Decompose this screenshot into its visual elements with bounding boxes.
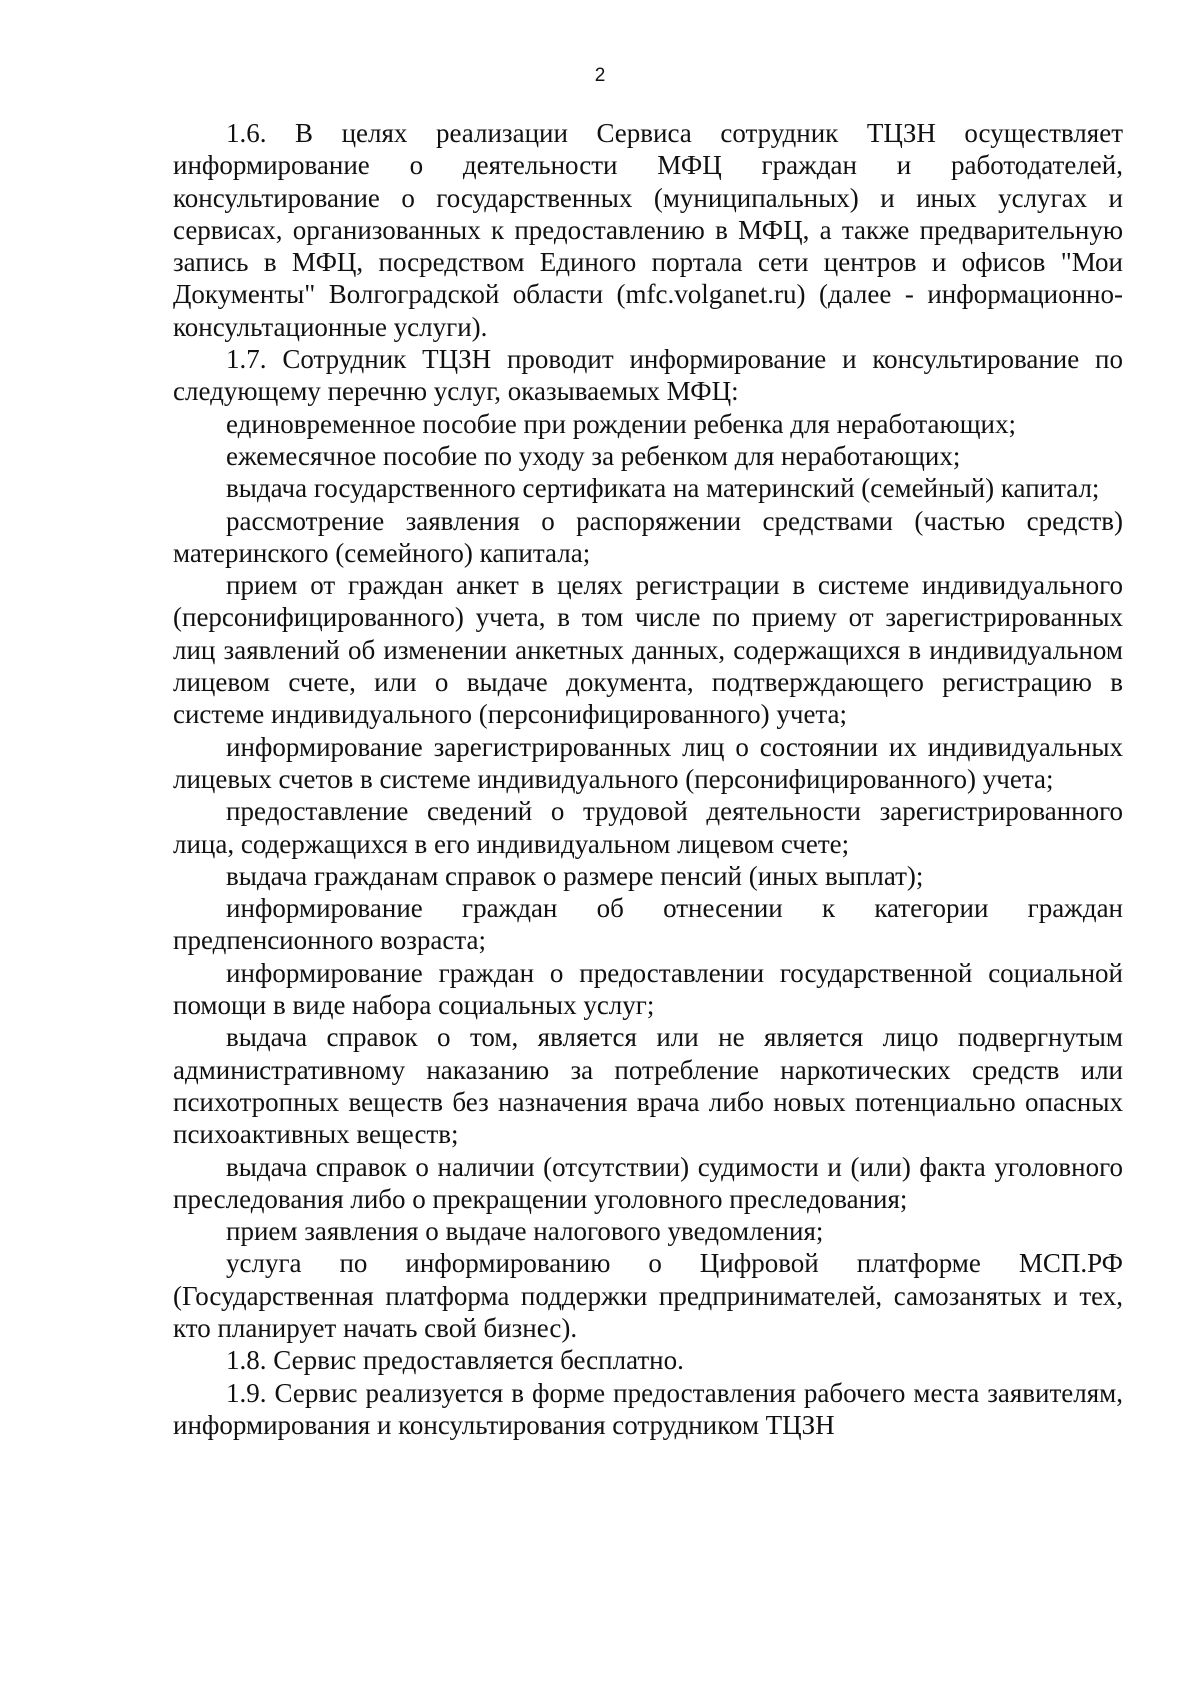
list-item: выдача государственного сертификата на материнский (семейный) капитал; [226,473,1100,504]
document-body [173,117,1123,1441]
list-item: информирование зарегистрированных лиц о состоянии их индивидуальных лицевых счетов в системе индивидуального (персонифицированного) учета; [173,731,1123,794]
list-item: единовременное пособие при рождении ребенка для неработающих; [226,408,1016,439]
list-item: ежемесячное пособие по уходу за ребенком для неработающих; [226,440,961,471]
list-item: рассмотрение заявления о распоряжении средствами (частью средств) материнского (семейного) капитала; [173,505,1123,568]
paragraph-1-8: 1.8. Сервис предоставляется бесплатно. [226,1345,684,1376]
paragraph-1-7: 1.7. Сотрудник ТЦЗН проводит информирование и консультирование по следующему перечню услуг, оказываемых МФЦ: [173,344,1123,407]
paragraph-1-6: 1.6. В целях реализации Сервиса сотрудник ТЦЗН осуществляет информирование о деятельности МФЦ граждан и работодателей, консультирование о государственных (муниципальных) и иных услугах и сервисах, организованных к предоставлению в МФЦ, а также предварительную запись в МФЦ, посредством Единого портала сети центров и офисов "Мои Документы" Волгоградской области (mfc.volganet.ru) (далее - информационно-консультационные услуги). [173,118,1123,342]
list-item: выдача справок о том, является или не является лицо подвергнутым административному наказанию за потребление наркотических средств или психотропных веществ без назначения врача либо новых потенциально опасных психоактивных веществ; [173,1022,1123,1150]
list-item: предоставление сведений о трудовой деятельности зарегистрированного лица, содержащихся в его индивидуальном лицевом счете; [173,796,1123,859]
list-item: прием заявления о выдаче налогового уведомления; [226,1216,824,1247]
list-item: выдача гражданам справок о размере пенсий (иных выплат); [226,860,924,891]
list-item: информирование граждан о предоставлении государственной социальной помощи в виде набора социальных услуг; [173,957,1123,1021]
list-item: информирование граждан об отнесении к категории граждан предпенсионного возраста; [173,893,1123,956]
page-number: 2 [594,65,606,86]
paragraph-1-9: 1.9. Сервис реализуется в форме предоставления рабочего места заявителям, информирования и консультирования сотрудником ТЦЗН [173,1377,1123,1440]
list-item: прием от граждан анкет в целях регистрации в системе индивидуального (персонифицированного) учета, в том числе по приему от зарегистрированных лиц заявлений об изменении анкетных данных, содержащихся в индивидуальном лицевом счете, или о выдаче документа, подтверждающего регистрацию в системе индивидуального (персонифицированного) учета; [173,570,1123,730]
list-item: выдача справок о наличии (отсутствии) судимости и (или) факта уголовного преследования либо о прекращении уголовного преследования; [173,1151,1123,1214]
list-item: услуга по информированию о Цифровой платформе МСП.РФ (Государственная платформа поддержки предпринимателей, самозанятых и тех, кто планирует начать свой бизнес). [173,1248,1123,1343]
